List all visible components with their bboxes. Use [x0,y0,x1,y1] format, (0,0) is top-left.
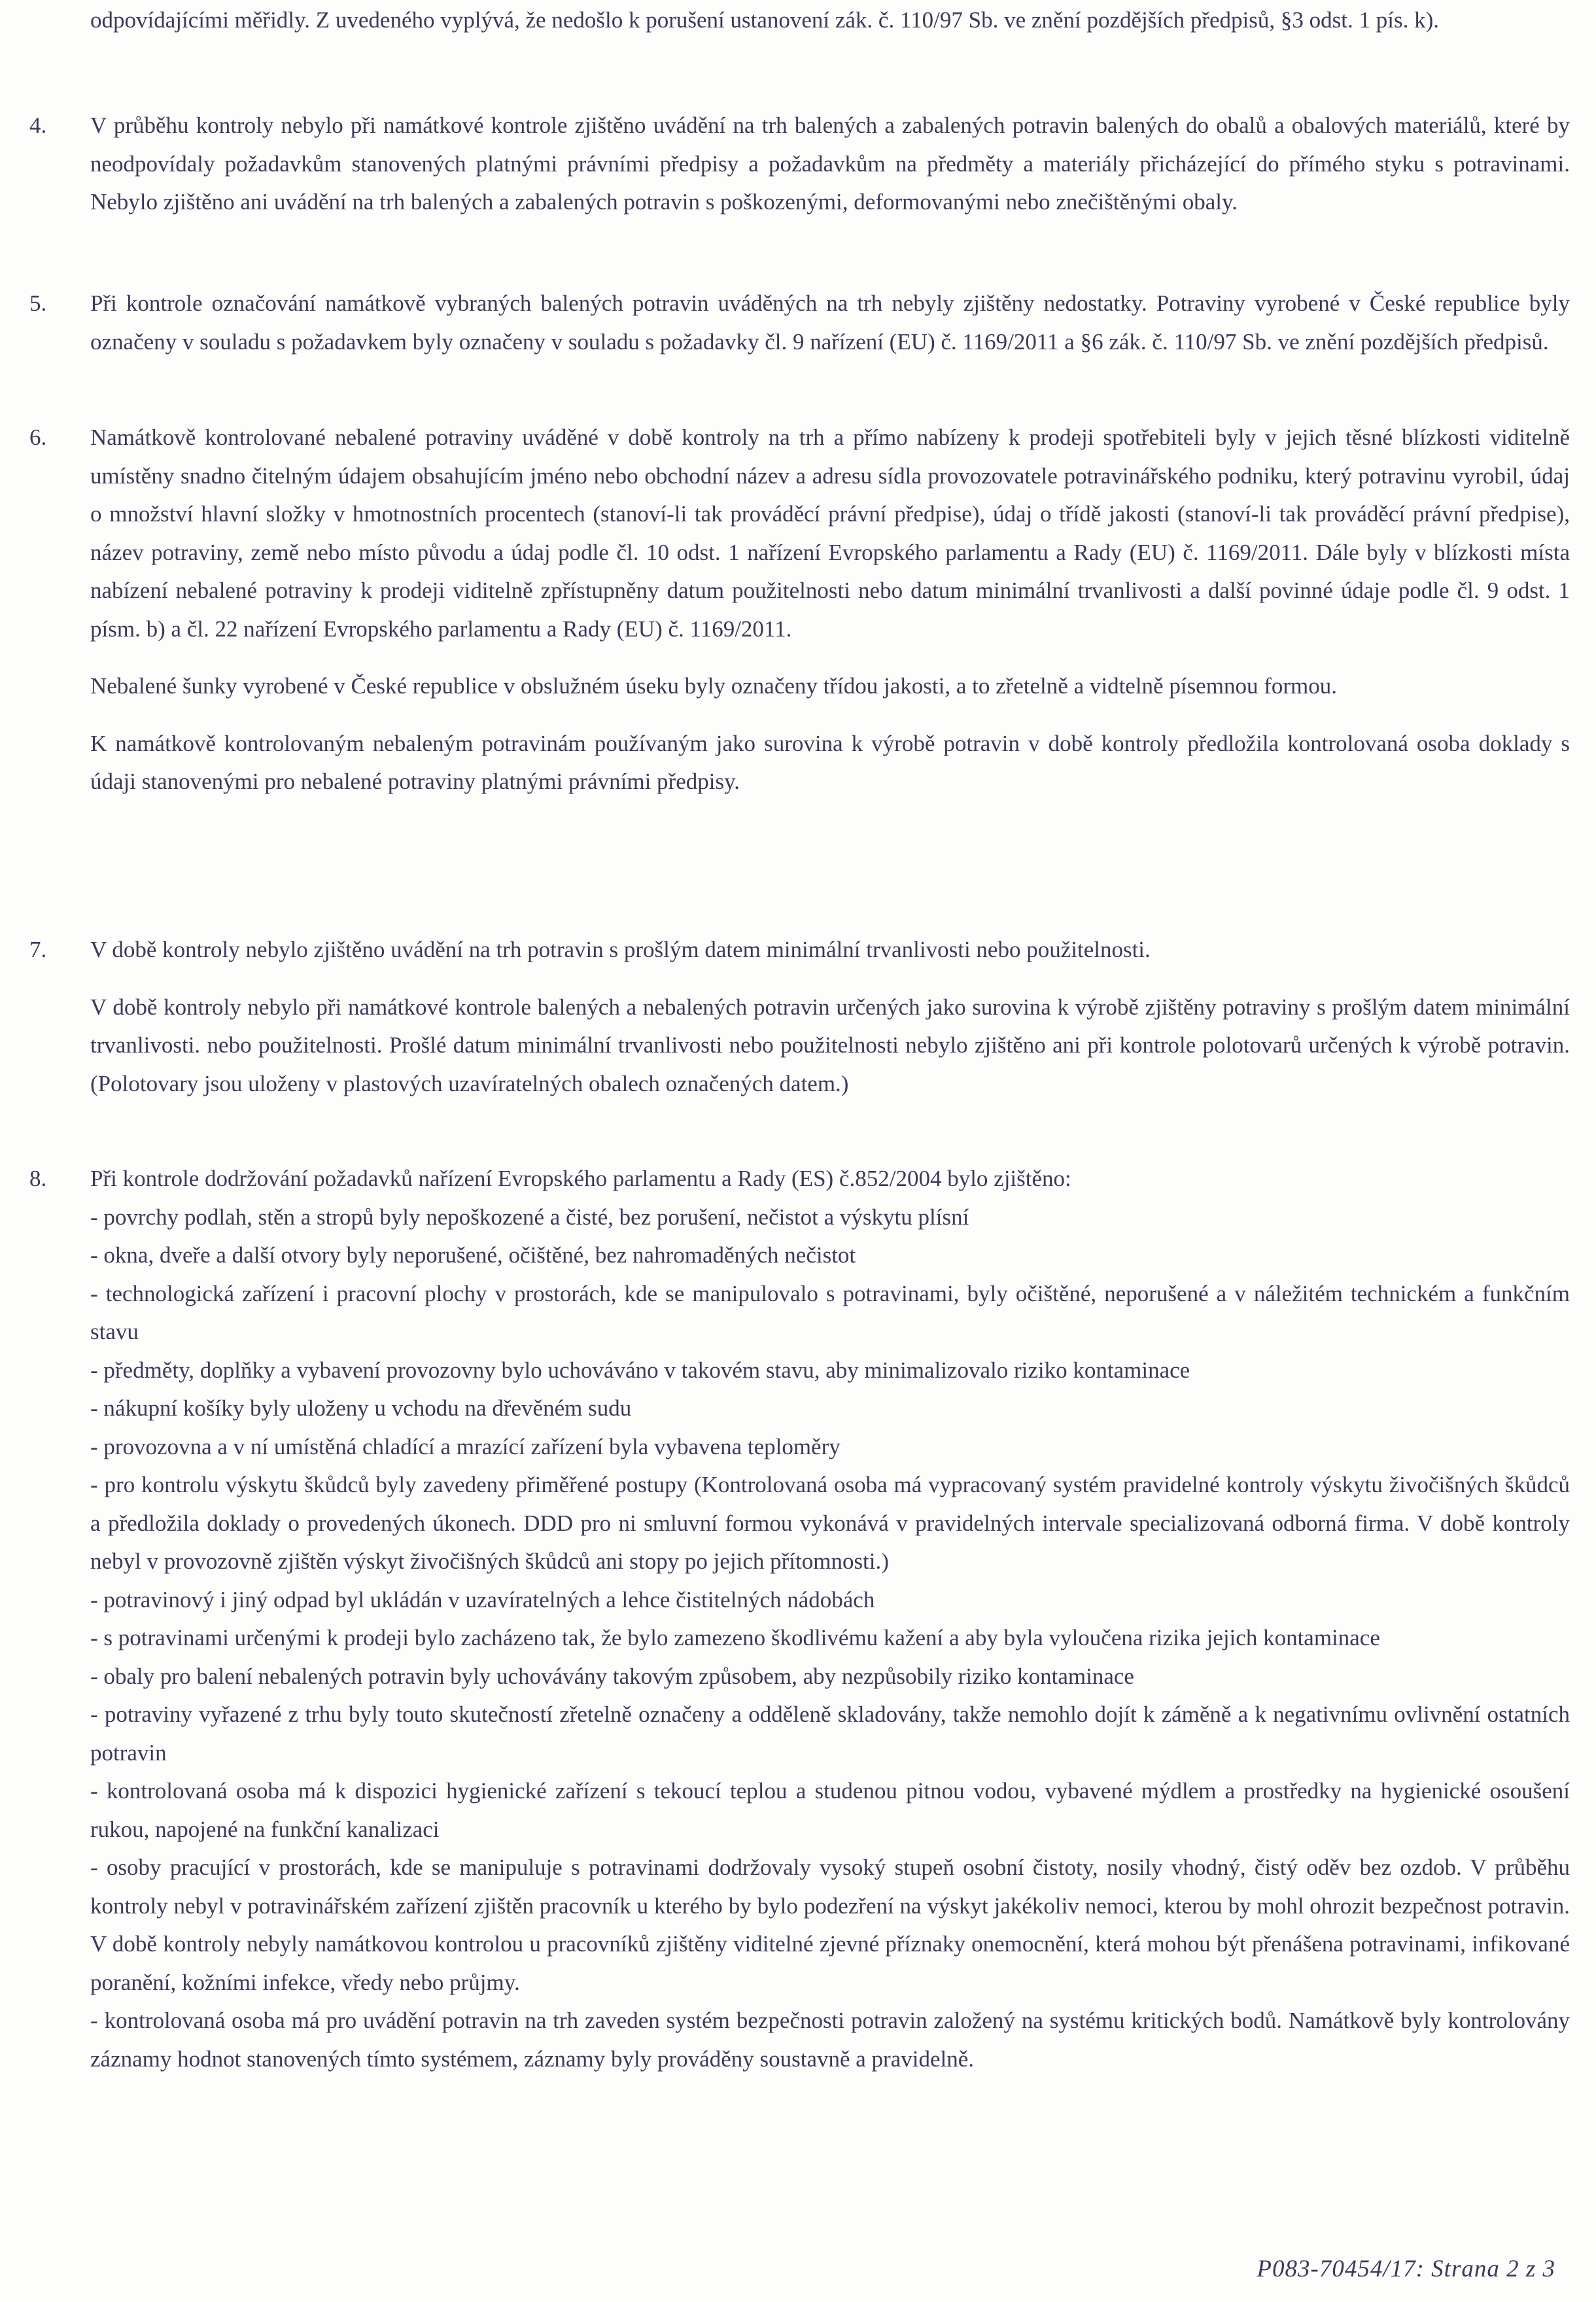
list-item: - technologická zařízení i pracovní plochy v prostorách, kde se manipulovalo s potravinami, byly očištěné, neporušené a v náležitém technickém a funkčním stavu [90,1280,1570,1344]
item-lead: Při kontrole dodržování požadavků nařízení Evropského parlamentu a Rady (ES) č.852/2004 bylo zjištěno: [90,1166,1071,1191]
list-item: - s potravinami určenými k prodeji bylo zacházeno tak, že bylo zamezeno škodlivému kažení a aby byla vyloučena rizika jejich kontaminace [90,1625,1380,1650]
list-item: - pro kontrolu výskytu škůdců byly zavedeny přiměřené postupy (Kontrolovaná osoba má vypracovaný systém pravidelné kontroly výskytu živočišných škůdců a předložila doklady o provedených úkonech. DDD pro ni smluvní formou vykonává v pravidelných intervale specializovaná odborná firma. V době kontroly nebyl v provozovně zjištěn výskyt živočišných škůdců ani stopy po jejich přítomnosti.) [90,1472,1570,1574]
item-number: 7. [29,937,47,962]
page-footer: P083-70454/17: Strana 2 z 3 [1257,2256,1555,2282]
list-item: - potravinový i jiný odpad byl ukládán v uzavíratelných a lehce čistitelných nádobách [90,1586,875,1613]
item-paragraph: K namátkově kontrolovaným nebaleným potravinám používaným jako surovina k výrobě potravin v době kontroly předložila kontrolovaná osoba doklady s údaji stanovenými pro nebalené potraviny platnými právními předpisy. [90,730,1570,794]
list-item: - obaly pro balení nebalených potravin byly uchovávány takovým způsobem, aby nezpůsobily riziko kontaminace [90,1663,1134,1689]
list-item: - potraviny vyřazené z trhu byly touto skutečností zřetelně označeny a odděleně skladovány, takže nemohlo dojít k záměně a k negativnímu ovlivnění ostatních potravin [90,1701,1570,1766]
item-paragraph: V době kontroly nebylo při namátkové kontrole balených a nebalených potravin určených jako surovina k výrobě zjištěny potraviny s prošlým datem minimální trvanlivosti. nebo použitelnosti. Prošlé datum minimální trvanlivosti nebo použitelnosti nebylo zjištěno ani při kontrole polotovarů určených k výrobě potravin. (Polotovary jsou uloženy v plastových uzavíratelných obalech označených datem.) [90,994,1570,1096]
item-body [90,419,1570,801]
item-paragraph: V době kontroly nebylo zjištěno uvádění na trh potravin s prošlým datem minimální trvanlivosti nebo použitelnosti. [90,937,1151,962]
item-paragraph: V průběhu kontroly nebylo při namátkové kontrole zjištěno uvádění na trh balených a zabalených potravin balených do obalů a obalových materiálů, které by neodpovídaly požadavkům stanovených platnými právními předpisy a požadavkům na předměty a materiály přicházející do přímého styku s potravinami. Nebylo zjištěno ani uvádění na trh balených a zabalených potravin s poškozenými, deformovanými nebo znečištěnými obaly. [90,113,1570,215]
item-body [90,1160,1570,2078]
item-paragraph: Nebalené šunky vyrobené v České republice v obslužném úseku byly označeny třídou jakosti, a to zřetelně a vidtelně písemnou formou. [90,673,1337,699]
list-item: - kontrolovaná osoba má k dispozici hygienické zařízení s tekoucí teplou a studenou pitnou vodou, vybavené mýdlem a prostředky na hygienické osoušení rukou, napojené na funkční kanalizaci [90,1778,1570,1842]
item-body [90,931,1570,1103]
item-paragraph: Při kontrole označování namátkově vybraných balených potravin uváděných na trh nebyly zjištěny nedostatky. Potraviny vyrobené v České republice byly označeny v souladu s požadavkem byly označeny v souladu s požadavky čl. 9 nařízení (EU) č. 1169/2011 a §6 zák. č. 110/97 Sb. ve znění pozdějších předpisů. [90,290,1570,355]
list-item: - okna, dveře a další otvory byly neporušené, očištěné, bez nahromaděných nečistot [90,1242,856,1268]
intro-paragraph: odpovídajícími měřidly. Z uvedeného vyplývá, že nedošlo k porušení ustanovení zák. č. 110/97 Sb. ve znění pozdějších předpisů, §3 odst. 1 pís. k). [90,7,1439,33]
list-item: - provozovna a v ní umístěná chladící a mrazící zařízení byla vybavena teploměry [90,1433,841,1459]
item-body [90,107,1570,222]
item-body [90,285,1570,361]
item-number: 8. [29,1166,47,1191]
item-number: 5. [29,290,47,316]
list-item: - povrchy podlah, stěn a stropů byly nepoškozené a čisté, bez porušení, nečistot a výskytu plísní [90,1204,969,1230]
list-item: - kontrolovaná osoba má pro uvádění potravin na trh zaveden systém bezpečnosti potravin založený na systému kritických bodů. Namátkově byly kontrolovány záznamy hodnot stanovených tímto systémem, záznamy byly prováděny soustavně a pravidelně. [90,2008,1570,2072]
list-item: - předměty, doplňky a vybavení provozovny bylo uchováváno v takovém stavu, aby minimalizovalo riziko kontaminace [90,1357,1190,1383]
item-number: 4. [29,113,47,138]
list-item: - osoby pracující v prostorách, kde se manipuluje s potravinami dodržovaly vysoký stupeň osobní čistoty, nosily vhodný, čistý oděv bez ozdob. V průběhu kontroly nebyl v potravinářském zařízení zjištěn pracovník u kterého by bylo podezření na výskyt jakékoliv nemoci, kterou by mohl ohrozit bezpečnost potravin. V době kontroly nebyly namátkovou kontrolou u pracovníků zjištěny viditelné zjevné příznaky onemocnění, která mohou být přenášena potravinami, infikované poranění, kožními infekce, vředy nebo průjmy. [90,1855,1570,1995]
list-item: - nákupní košíky byly uloženy u vchodu na dřevěném sudu [90,1395,632,1421]
item-paragraph: Namátkově kontrolované nebalené potraviny uváděné v době kontroly na trh a přímo nabízeny k prodeji spotřebiteli byly v jejich těsné blízkosti viditelně umístěny snadno čitelným údajem obsahujícím jméno nebo obchodní název a adresu sídla provozovatele potravinářského podniku, který potravinu vyrobil, údaj o množství hlavní složky v hmotnostních procentech (stanoví-li tak prováděcí právní předpise), údaj o třídě jakosti (stanoví-li tak prováděcí právní předpise), název potraviny, země nebo místo původu a údaj podle čl. 10 odst. 1 nařízení Evropského parlamentu a Rady (EU) č. 1169/2011. Dále byly v blízkosti místa nabízení nebalené potraviny k prodeji viditelně zpřístupněny datum použitelnosti nebo datum minimální trvanlivosti a další povinné údaje podle čl. 9 odst. 1 písm. b) a čl. 22 nařízení Evropského parlamentu a Rady (EU) č. 1169/2011. [90,425,1570,642]
item-number: 6. [29,425,47,450]
